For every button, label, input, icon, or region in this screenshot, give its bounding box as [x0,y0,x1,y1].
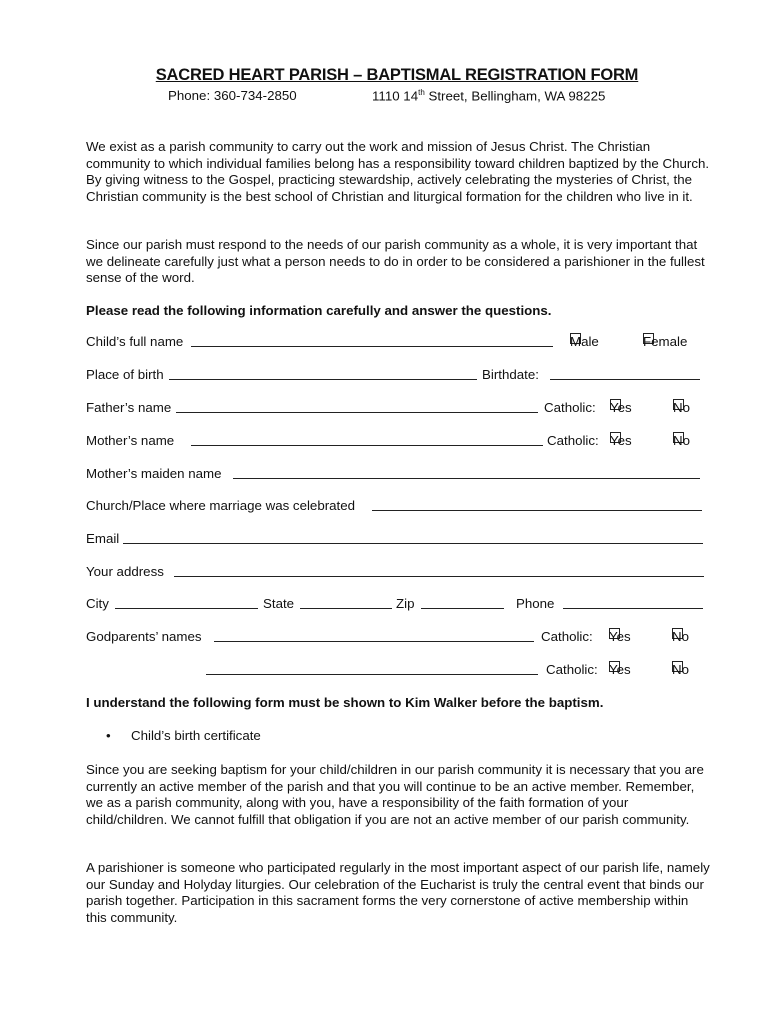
godparents-label: Godparents’ names [86,629,202,644]
bullet-icon: • [106,728,111,743]
mother-catholic-label: Catholic: [547,433,599,448]
mother-row: Mother’s name Catholic: Yes No [86,433,690,448]
child-name-label: Child’s full name [86,334,184,349]
godparent-row-1: Godparents’ names Catholic: Yes No [86,629,689,644]
parish-address: 1110 14th Street, Bellingham, WA 98225 [372,88,606,104]
closing-paragraph-2: A parishioner is someone who participated regularly in the most important aspect of our parish life, namely our Sunday and Holyday liturgies. Our celebration of the Eucharist is truly the central event that binds our parish together. Participation in this sacrament forms the very cornerstone of active membership within this community. [86,860,710,925]
godparent-row-2: Catholic: Yes No [86,661,708,679]
state-field[interactable] [300,595,392,609]
place-of-birth-label: Place of birth [86,367,164,382]
marriage-row [86,497,708,515]
city-row [86,595,708,613]
email-field[interactable] [123,530,703,544]
maiden-name-label: Mother’s maiden name [86,466,222,481]
place-of-birth-field[interactable] [169,366,477,380]
father-catholic-label: Catholic: [544,400,596,415]
zip-label: Zip [396,596,415,611]
marriage-place-label: Church/Place where marriage was celebrated [86,498,356,513]
godparent-1-catholic-label: Catholic: [541,629,593,644]
email-label: Email [86,531,120,546]
instructions: Please read the following information carefully and answer the questions. [86,303,552,318]
address-label: Your address [86,564,164,579]
address-row [86,563,708,581]
godparent-2-field[interactable] [206,661,538,675]
birthdate-field[interactable] [550,366,700,380]
address-field[interactable] [174,563,704,577]
phone-field[interactable] [563,595,703,609]
birth-row [86,366,708,384]
birthdate-label: Birthdate: [482,367,539,382]
zip-field[interactable] [421,595,504,609]
child-name-field[interactable] [191,333,553,347]
closing-paragraph-1: Since you are seeking baptism for your child/children in our parish community it is necessary that you are currently an active member of the parish and that you will continue to be an active member. Remember, we as a parish community, along with you, have a responsibility of the faith formation of your child/children. We cannot fulfill that obligation if you are not an active member of our parish community. [86,762,704,827]
city-label: City [86,596,109,611]
requirements-heading: I understand the following form must be shown to Kim Walker before the baptism. [86,695,604,710]
phone-label: Phone [516,596,555,611]
city-field[interactable] [115,595,258,609]
fathers-name-field[interactable] [176,399,538,413]
mothers-name-field[interactable] [191,432,543,446]
godparent-1-field[interactable] [214,628,534,642]
state-label: State [263,596,295,611]
marriage-place-field[interactable] [372,497,702,511]
father-row: Father’s name Catholic: Yes No [86,400,690,415]
maiden-name-field[interactable] [233,465,700,479]
mothers-name-label: Mother’s name [86,433,175,448]
email-row [86,530,708,548]
birth-certificate-item: Child’s birth certificate [131,728,261,743]
parish-phone: Phone: 360-734-2850 [168,88,297,103]
intro-paragraph-1: We exist as a parish community to carry out the work and mission of Jesus Christ. The Christian community to which individual families belong has a responsibility toward children baptized by the Church. By giving witness to the Gospel, practicing stewardship, actively celebrating the mysteries of Christ, the Christian community is the best school of Christian and liturgical formation for the children who live in it. [86,139,710,204]
child-name-row: Child’s full name Male Female [86,334,688,349]
intro-paragraph-2: Since our parish must respond to the needs of our parish community as a whole, it is very important that we delineate carefully just what a person needs to do in order to be considered a parishioner in the fullest sense of the word. [86,237,705,286]
fathers-name-label: Father’s name [86,400,172,415]
form-title: SACRED HEART PARISH – BAPTISMAL REGISTRATION FORM [155,66,639,84]
maiden-name-row [86,465,708,483]
godparent-2-catholic-label: Catholic: [546,662,598,677]
